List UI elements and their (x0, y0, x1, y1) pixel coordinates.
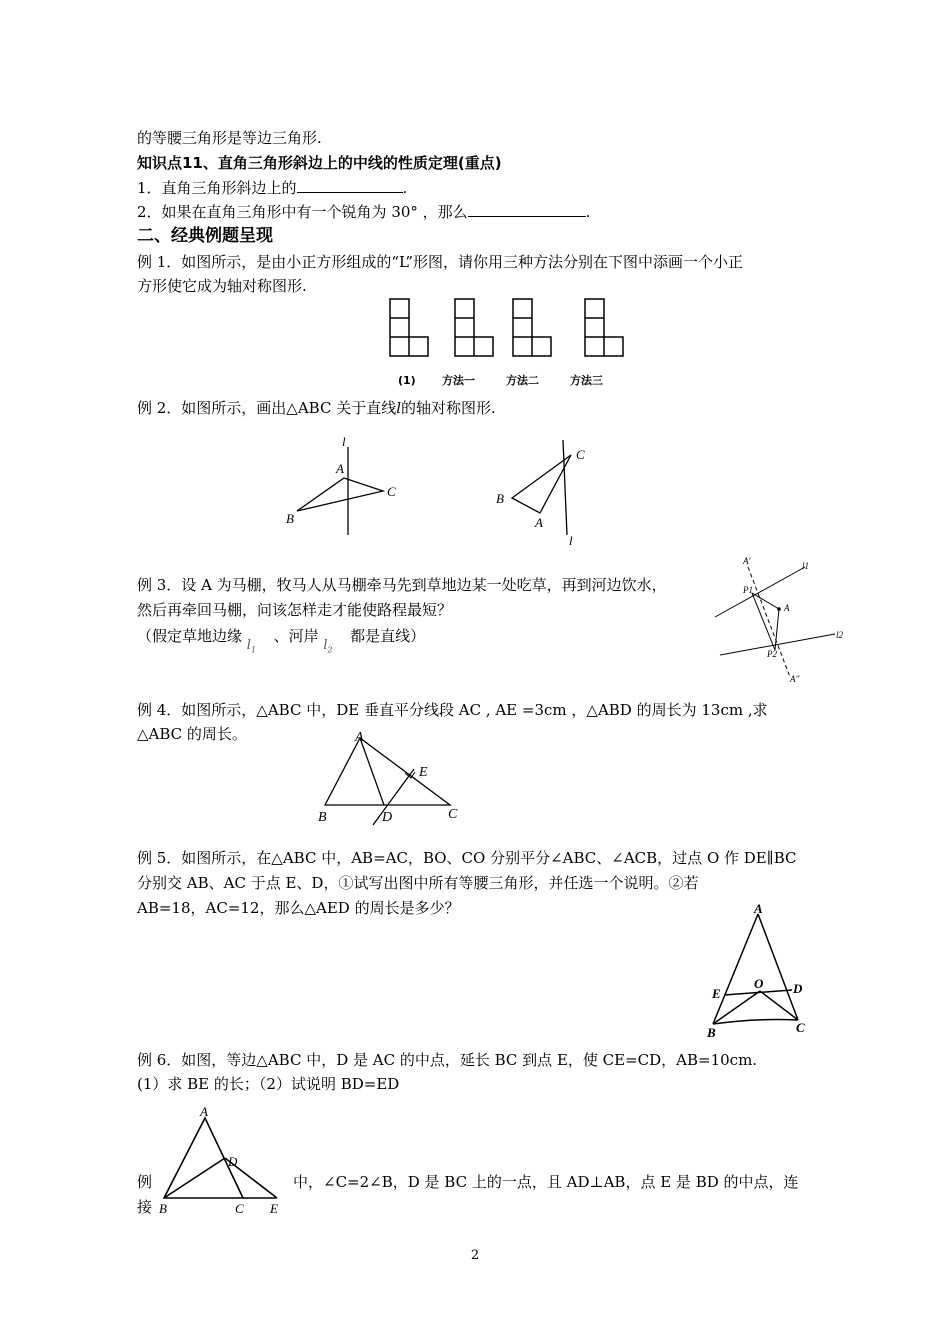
example-3-text-c: 都是直线） (350, 627, 426, 645)
ex5-label-o: O (754, 976, 764, 991)
ex2-right-label-b: B (496, 491, 504, 506)
example-3-line-2: 然后再牵回马棚，问该怎样走才能使路程最短？ (137, 601, 453, 619)
l-shape-caption-method-1: 方法一 (442, 374, 475, 387)
ex3-label-l1: l1 (802, 561, 810, 571)
example-3-text-a: （假定草地边缘 (137, 627, 243, 645)
example-2-left-figure (280, 435, 410, 545)
ex2-right-label-c: C (576, 447, 585, 462)
ex2-left-label-c: C (387, 484, 396, 499)
example-7-fragment-2: 接 (137, 1198, 153, 1216)
example-5-line-2: 分别交 AB、AC 于点 E、D，①试写出图中所有等腰三角形，并任选一个说明。②若 (137, 874, 699, 892)
page-number: 2 (470, 1248, 480, 1263)
example-2-right-figure (490, 435, 600, 550)
example-7-fragment-1: 例 (137, 1173, 153, 1191)
ex4-label-d: D (382, 810, 393, 825)
ex6-label-d: D (228, 1154, 238, 1169)
ex3-label-p1: P1 (743, 585, 753, 595)
section-2-heading: 二、经典例题呈现 (137, 226, 273, 246)
example-3-line-3 (137, 626, 425, 653)
ex3-l2-symbol: $l_2$ (323, 638, 333, 655)
ex5-label-c: C (796, 1020, 805, 1035)
example-3-line-1: 例 3．设 A 为马棚，牧马人从马棚牵马先到草地边某一处吃草，再到河边饮水， (137, 576, 667, 594)
l-shape-figure (380, 295, 640, 395)
l-shape-caption-original: (1) (398, 374, 416, 387)
ex6-label-a: A (200, 1104, 208, 1119)
ex2-right-label-a: A (535, 515, 543, 530)
l-shape-caption-method-3: 方法三 (570, 374, 603, 387)
question-1-period: . (402, 179, 408, 197)
ex2-left-label-b: B (286, 511, 294, 526)
example-1-line-1: 例 1．如图所示，是由小正方形组成的“L”形图，请你用三种方法分别在下图中添画一个小正 (137, 253, 744, 271)
question-1-text: 1．直角三角形斜边上的 (137, 179, 297, 197)
example-5-figure (690, 900, 820, 1040)
question-2-period: . (585, 203, 591, 221)
example-2-line-l: l (396, 399, 402, 417)
knowledge-point-11-heading: 知识点11、直角三角形斜边上的中线的性质定理(重点) (137, 154, 502, 172)
example-3-figure (710, 555, 850, 685)
ex3-label-a: A (784, 603, 790, 613)
question-1-blank[interactable] (297, 177, 403, 193)
example-6-line-2: (1）求 BE 的长；（2）试说明 BD=ED (137, 1075, 400, 1093)
text-line-equilateral: 的等腰三角形是等边三角形. (137, 129, 322, 147)
example-6-line-1: 例 6．如图，等边△ABC 中，D 是 AC 的中点，延长 BC 到点 E，使 CE=CD，AB=10cm. (137, 1051, 758, 1069)
l-shape-caption-method-2: 方法二 (506, 374, 539, 387)
example-2-line (137, 398, 496, 418)
example-2-text: 例 2．如图所示，画出△ABC 关于直线 (137, 399, 397, 417)
ex6-label-c: C (235, 1201, 244, 1216)
question-1 (137, 177, 407, 198)
ex4-label-b: B (318, 810, 327, 825)
example-1-line-2: 方形使它成为轴对称图形. (137, 277, 307, 295)
ex5-label-a: A (754, 901, 763, 916)
ex4-label-a: A (355, 730, 364, 745)
question-2-text: 2．如果在直角三角形中有一个锐角为 30° ，那么 (137, 203, 468, 221)
ex6-label-e: E (270, 1201, 278, 1216)
example-5-line-1: 例 5．如图所示，在△ABC 中，AB=AC，BO、CO 分别平分∠ABC、∠ACB，过点 O 作 DE∥BC (137, 849, 797, 867)
example-4-figure (310, 728, 470, 828)
ex3-label-a-prime: A' (743, 556, 751, 566)
ex3-label-l2: l2 (836, 630, 844, 640)
ex5-label-e: E (712, 986, 721, 1001)
ex3-label-p2: P2 (767, 649, 777, 659)
example-4-line-2: △ABC 的周长。 (137, 725, 247, 743)
question-2-blank[interactable] (468, 201, 586, 217)
ex5-label-b: B (707, 1025, 716, 1040)
example-3-text-b: 、河岸 (273, 627, 319, 645)
ex3-l1-symbol: $l_1$ (246, 638, 257, 655)
example-7-text: 中，∠C=2∠B，D 是 BC 上的一点，且 AD⊥AB，点 E 是 BD 的中点，连 (293, 1173, 799, 1191)
ex4-label-e: E (419, 765, 428, 780)
example-5-line-3: AB=18，AC=12，那么△AED 的周长是多少？ (137, 899, 460, 917)
example-2-text-end: 的轴对称图形. (401, 399, 496, 417)
example-4-line-1: 例 4．如图所示，△ABC 中，DE 垂直平分线段 AC , AE =3cm ，△ABD 的周长为 13cm ,求 (137, 701, 768, 719)
question-2 (137, 201, 590, 222)
example-6-figure (155, 1103, 290, 1218)
ex3-label-a-double-prime: A'' (790, 674, 800, 684)
ex4-label-c: C (448, 807, 458, 822)
ex6-label-b: B (159, 1201, 167, 1216)
ex5-label-d: D (793, 981, 803, 996)
ex2-right-line-label: l (569, 533, 573, 548)
ex2-left-label-a: A (336, 461, 344, 476)
ex2-left-line-label: l (342, 434, 346, 449)
